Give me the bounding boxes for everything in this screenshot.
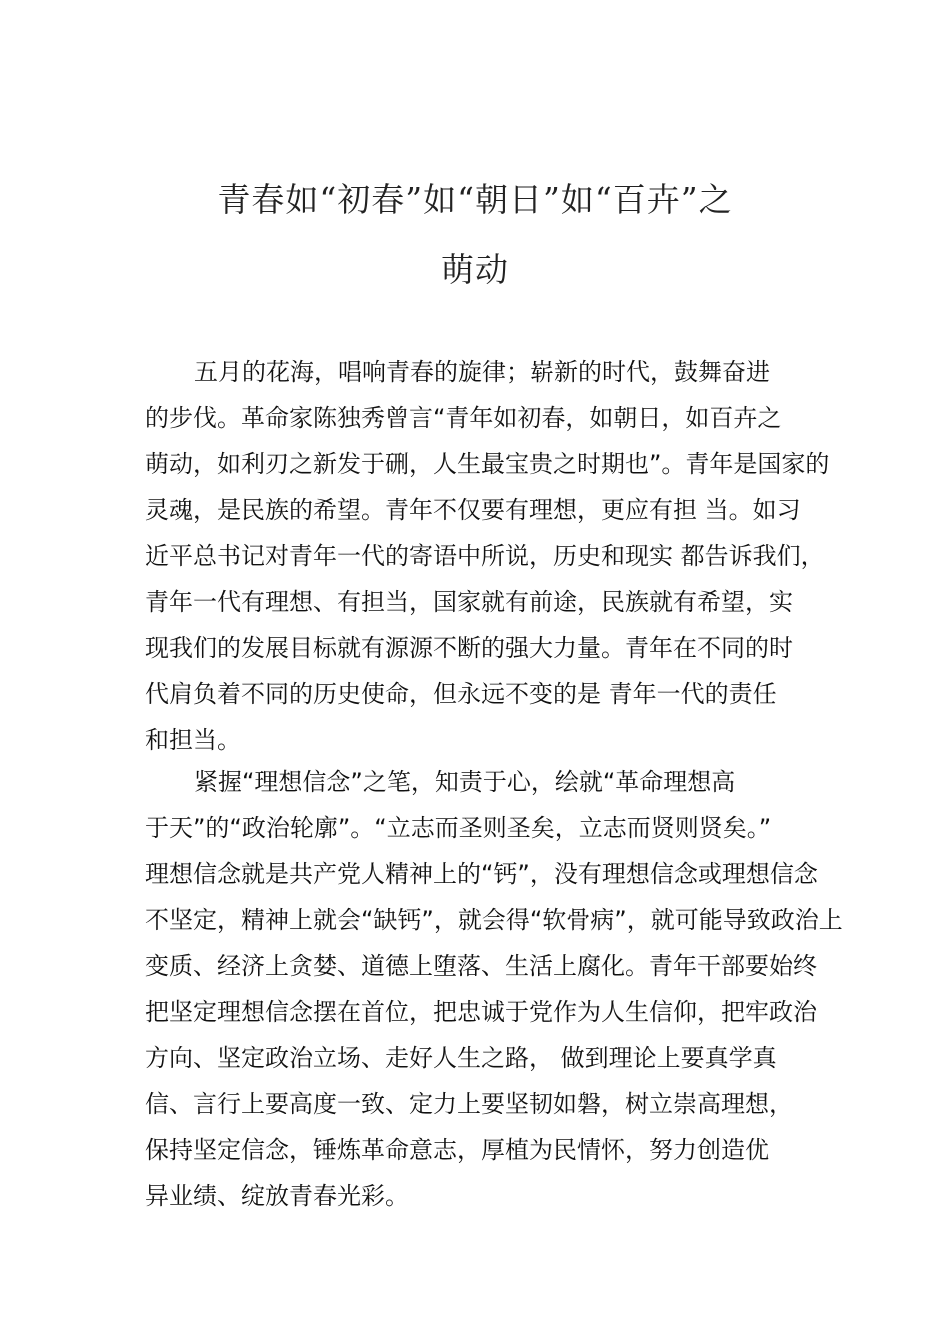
paragraph-line: 理想信念就是共产党人精神上的“钙”，没有理想信念或理想信念: [145, 860, 818, 888]
paragraph-line: 现我们的发展目标就有源源不断的强大力量。青年在不同的时: [145, 634, 793, 662]
paragraph-line: 变质、经济上贪婪、道德上堕落、生活上腐化。青年干部要始终: [145, 952, 817, 980]
paragraph-line: 青年一代有理想、有担当，国家就有前途，民族就有希望，实: [145, 588, 793, 616]
paragraph-line: 代肩负着不同的历史使命，但永远不变的是 青年一代的责任: [145, 680, 777, 708]
paragraph-line: 信、言行上要高度一致、定力上要坚韧如磐，树立崇高理想，: [145, 1090, 793, 1118]
paragraph-line: 方向、坚定政治立场、走好人生之路， 做到理论上要真学真: [145, 1044, 777, 1072]
paragraph-line: 灵魂，是民族的希望。青年不仅要有理想，更应有担 当。如习: [145, 496, 801, 524]
document-title-line-1: 青春如“初春”如“朝日”如“百卉”之: [217, 180, 733, 219]
paragraph-line: 不坚定，精神上就会“缺钙”，就会得“软骨病”，就可能导致政治上: [145, 906, 843, 934]
paragraph-line: 和担当。: [145, 726, 241, 754]
paragraph-line: 萌动，如利刃之新发于硎，人生最宝贵之时期也”。青年是国家的: [145, 450, 830, 478]
paragraph-line: 近平总书记对青年一代的寄语中所说，历史和现实 都告诉我们，: [145, 542, 825, 570]
paragraph-line: 保持坚定信念，锤炼革命意志，厚植为民情怀，努力创造优: [145, 1136, 769, 1164]
paragraph-line: 紧握“理想信念”之笔，知责于心，绘就“革命理想高: [194, 768, 736, 796]
paragraph-line: 五月的花海，唱响青春的旋律；崭新的时代，鼓舞奋进: [194, 358, 770, 386]
paragraph-line: 于天”的“政治轮廓”。“立志而圣则圣矣，立志而贤则贤矣。”: [145, 814, 772, 842]
paragraph-line: 异业绩、绽放青春光彩。: [145, 1182, 409, 1210]
document-title-line-2: 萌动: [441, 250, 509, 289]
paragraph-line: 把坚定理想信念摆在首位，把忠诚于党作为人生信仰，把牢政治: [145, 998, 817, 1026]
paragraph-line: 的步伐。革命家陈独秀曾言“青年如初春，如朝日，如百卉之: [145, 404, 782, 432]
